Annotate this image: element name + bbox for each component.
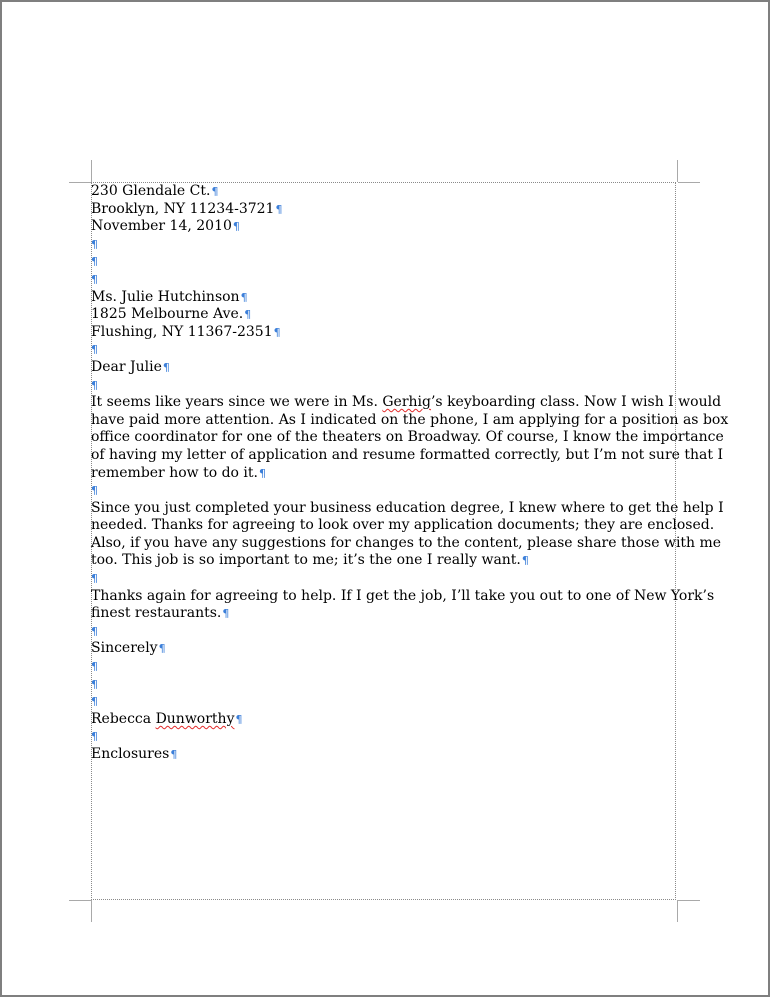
blank-line[interactable] xyxy=(91,693,671,711)
paragraph-1-line[interactable]: It seems like years since we were in Ms. Gerhig’s keyboarding class. Now I wish I would xyxy=(91,394,722,411)
salutation[interactable]: Dear Julie¶ xyxy=(91,358,170,375)
letter-date[interactable]: November 14, 2010¶ xyxy=(91,218,240,235)
sender-city[interactable]: Brooklyn, NY 11234-3721¶ xyxy=(91,200,283,217)
crop-mark xyxy=(91,900,92,922)
blank-line[interactable] xyxy=(91,728,671,746)
paragraph-3-line[interactable]: finest restaurants.¶ xyxy=(91,605,230,622)
pilcrow-icon: ¶ xyxy=(258,466,266,480)
paragraph-1-line[interactable]: have paid more attention. As I indicated on the phone, I am applying for a position as box xyxy=(91,411,729,428)
pilcrow-icon: ¶ xyxy=(170,748,178,761)
paragraph-2-line[interactable]: Also, if you have any suggestions for changes to the content, please share those with me xyxy=(91,534,722,551)
pilcrow-icon: ¶ xyxy=(91,695,98,709)
paragraph-2-line[interactable]: needed. Thanks for agreeing to look over my application documents; they are enclosed. xyxy=(91,517,715,534)
pilcrow-icon: ¶ xyxy=(162,360,170,374)
recipient-street[interactable]: 1825 Melbourne Ave.¶ xyxy=(91,306,252,323)
crop-mark xyxy=(69,182,91,183)
paragraph-1-line[interactable]: office coordinator for one of the theaters on Broadway. Of course, I know the importance xyxy=(91,429,724,446)
pilcrow-icon: ¶ xyxy=(273,325,281,339)
pilcrow-icon: ¶ xyxy=(244,308,252,322)
blank-line[interactable] xyxy=(91,236,671,254)
paragraph-2-line[interactable]: too. This job is so important to me; it’s the one I really want.¶ xyxy=(91,552,529,569)
crop-mark xyxy=(678,900,700,901)
pilcrow-icon: ¶ xyxy=(91,255,98,269)
pilcrow-icon: ¶ xyxy=(91,343,98,357)
pilcrow-icon: ¶ xyxy=(91,677,98,691)
blank-line[interactable] xyxy=(91,570,671,588)
crop-mark xyxy=(677,160,678,182)
enclosure-notation[interactable]: Enclosures¶ xyxy=(91,746,178,762)
crop-mark xyxy=(91,160,92,182)
blank-line[interactable] xyxy=(91,253,671,271)
crop-mark xyxy=(69,900,91,901)
blank-line[interactable] xyxy=(91,271,671,289)
recipient-city[interactable]: Flushing, NY 11367-2351¶ xyxy=(91,323,281,340)
blank-line[interactable] xyxy=(91,658,671,676)
crop-mark xyxy=(678,182,700,183)
pilcrow-icon: ¶ xyxy=(91,730,98,744)
crop-mark xyxy=(677,900,678,922)
signature-name[interactable]: Rebecca Dunworthy¶ xyxy=(91,710,243,727)
sender-street[interactable]: 230 Glendale Ct.¶ xyxy=(91,183,219,199)
pilcrow-icon: ¶ xyxy=(91,660,98,674)
letter-body[interactable] xyxy=(91,183,729,764)
pilcrow-icon: ¶ xyxy=(275,202,283,216)
paragraph-3-line[interactable]: Thanks again for agreeing to help. If I get the job, I’ll take you out to one of New York’s xyxy=(91,587,715,604)
pilcrow-icon: ¶ xyxy=(91,572,98,586)
pilcrow-icon: ¶ xyxy=(91,378,98,392)
pilcrow-icon: ¶ xyxy=(521,554,529,568)
paragraph-2-line[interactable]: Since you just completed your business education degree, I knew where to get the help I xyxy=(91,499,724,516)
pilcrow-icon: ¶ xyxy=(91,484,98,498)
recipient-name[interactable]: Ms. Julie Hutchinson¶ xyxy=(91,288,248,305)
blank-line[interactable] xyxy=(91,377,671,395)
blank-line[interactable] xyxy=(91,676,671,694)
paragraph-1-line[interactable]: of having my letter of application and resume formatted correctly, but I’m not sure that I xyxy=(91,446,723,463)
pilcrow-icon: ¶ xyxy=(222,607,230,621)
blank-line[interactable] xyxy=(91,341,671,359)
misspelled-word[interactable]: Gerhig xyxy=(382,394,431,411)
pilcrow-icon: ¶ xyxy=(211,185,219,198)
blank-line[interactable] xyxy=(91,482,671,500)
pilcrow-icon: ¶ xyxy=(91,237,98,251)
pilcrow-icon: ¶ xyxy=(91,272,98,286)
paragraph-1-line[interactable]: remember how to do it.¶ xyxy=(91,464,266,481)
complimentary-close[interactable]: Sincerely¶ xyxy=(91,640,166,657)
pilcrow-icon: ¶ xyxy=(158,642,166,656)
pilcrow-icon: ¶ xyxy=(235,712,243,726)
misspelled-word[interactable]: Dunworthy xyxy=(155,710,235,727)
pilcrow-icon: ¶ xyxy=(240,290,248,304)
pilcrow-icon: ¶ xyxy=(91,624,98,638)
blank-line[interactable] xyxy=(91,623,671,641)
pilcrow-icon: ¶ xyxy=(232,220,240,234)
